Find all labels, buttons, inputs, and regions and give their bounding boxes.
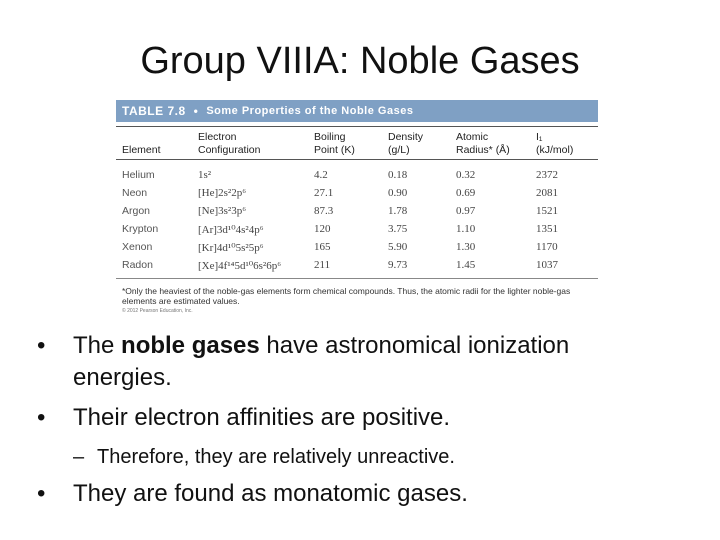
- bullet-1-suffix: have astronomical ionization: [259, 332, 570, 359]
- cell-boiling-point: 27.1: [314, 187, 334, 199]
- header-configuration-line2: Configuration: [198, 144, 261, 156]
- cell-density: 9.73: [388, 259, 408, 271]
- copyright-notice: © 2012 Pearson Education, Inc.: [122, 308, 193, 314]
- header-top-rule: [116, 126, 598, 127]
- table-footnote: *Only the heaviest of the noble-gas elements form chemical compounds. Thus, the atomic radii for the lighter noble-gas elements are estimated values.: [122, 286, 571, 306]
- header-configuration-line1: Electron: [198, 131, 237, 143]
- table-bottom-rule: [116, 278, 598, 279]
- cell-element: Neon: [122, 187, 148, 199]
- cell-boiling-point: 87.3: [314, 205, 334, 217]
- header-density-line2: (g/L): [388, 144, 410, 156]
- cell-configuration: [Ar]3d¹⁰4s²4p⁶: [198, 224, 264, 236]
- header-element: Element: [122, 144, 161, 156]
- header-radius-line1: Atomic: [456, 131, 489, 143]
- cell-ionization-energy: 1170: [536, 241, 558, 253]
- header-radius-line2: Radius* (Å): [456, 144, 510, 156]
- cell-configuration: [Kr]4d¹⁰5s²5p⁶: [198, 242, 264, 254]
- bullet-2-text: Their electron affinities are positive.: [73, 404, 451, 431]
- cell-ionization-energy: 1521: [536, 205, 558, 217]
- bullet-mark: •: [37, 480, 46, 507]
- cell-density: 0.18: [388, 169, 408, 181]
- cell-boiling-point: 211: [314, 259, 331, 271]
- cell-atomic-radius: 1.45: [456, 259, 476, 271]
- cell-ionization-energy: 2372: [536, 169, 558, 181]
- cell-atomic-radius: 0.69: [456, 187, 476, 199]
- header-ie-line2: (kJ/mol): [536, 144, 574, 156]
- bullet-mark: •: [37, 404, 46, 431]
- cell-density: 3.75: [388, 223, 408, 235]
- header-ie-line1: I₁: [536, 131, 543, 143]
- cell-element: Argon: [122, 205, 151, 217]
- cell-element: Xenon: [122, 241, 153, 253]
- bullet-mark: •: [37, 332, 46, 359]
- header-density-line1: Density: [388, 131, 424, 143]
- cell-atomic-radius: 0.97: [456, 205, 476, 217]
- sub-bullet-1-text: Therefore, they are relatively unreactive.: [97, 446, 455, 468]
- header-bottom-rule: [116, 159, 598, 160]
- header-ionization-energy: [536, 131, 573, 157]
- properties-table-figure: [116, 100, 598, 317]
- cell-element: Radon: [122, 259, 153, 271]
- cell-element: Krypton: [122, 223, 159, 235]
- sub-bullet-mark: –: [73, 446, 85, 468]
- header-configuration: [198, 131, 260, 157]
- bullet-1-emphasis: noble gases: [121, 332, 260, 359]
- table-number: TABLE 7.8: [122, 104, 186, 118]
- cell-density: 5.90: [388, 241, 408, 253]
- banner-separator: •: [193, 104, 199, 118]
- header-boiling-point: [314, 131, 355, 157]
- bullet-1-continuation-text: energies.: [73, 364, 172, 391]
- cell-atomic-radius: 0.32: [456, 169, 476, 181]
- bullet-3-text: They are found as monatomic gases.: [73, 480, 468, 507]
- cell-configuration: [He]2s²2p⁶: [198, 187, 247, 199]
- cell-configuration: [Ne]3s²3p⁶: [198, 205, 247, 217]
- cell-ionization-energy: 2081: [536, 187, 558, 199]
- cell-atomic-radius: 1.10: [456, 223, 476, 235]
- table-banner: [116, 100, 598, 122]
- cell-density: 0.90: [388, 187, 408, 199]
- cell-ionization-energy: 1351: [536, 223, 558, 235]
- cell-density: 1.78: [388, 205, 408, 217]
- cell-boiling-point: 4.2: [314, 169, 328, 181]
- header-boiling-line2: Point (K): [314, 144, 355, 156]
- cell-boiling-point: 120: [314, 223, 331, 235]
- cell-boiling-point: 165: [314, 241, 331, 253]
- cell-ionization-energy: 1037: [536, 259, 558, 271]
- table-caption: Some Properties of the Noble Gases: [206, 105, 414, 117]
- cell-configuration: [Xe]4f¹⁴5d¹⁰6s²6p⁶: [198, 260, 282, 272]
- slide-title: Group VIIIA: Noble Gases: [140, 40, 580, 82]
- cell-configuration: 1s²: [198, 169, 212, 181]
- header-boiling-line1: Boiling: [314, 131, 346, 143]
- cell-atomic-radius: 1.30: [456, 241, 476, 253]
- bullet-1-text: [73, 330, 569, 361]
- header-atomic-radius: [456, 131, 510, 157]
- header-density: [388, 131, 423, 157]
- cell-element: Helium: [122, 169, 155, 181]
- bullet-1-prefix: The: [73, 332, 122, 359]
